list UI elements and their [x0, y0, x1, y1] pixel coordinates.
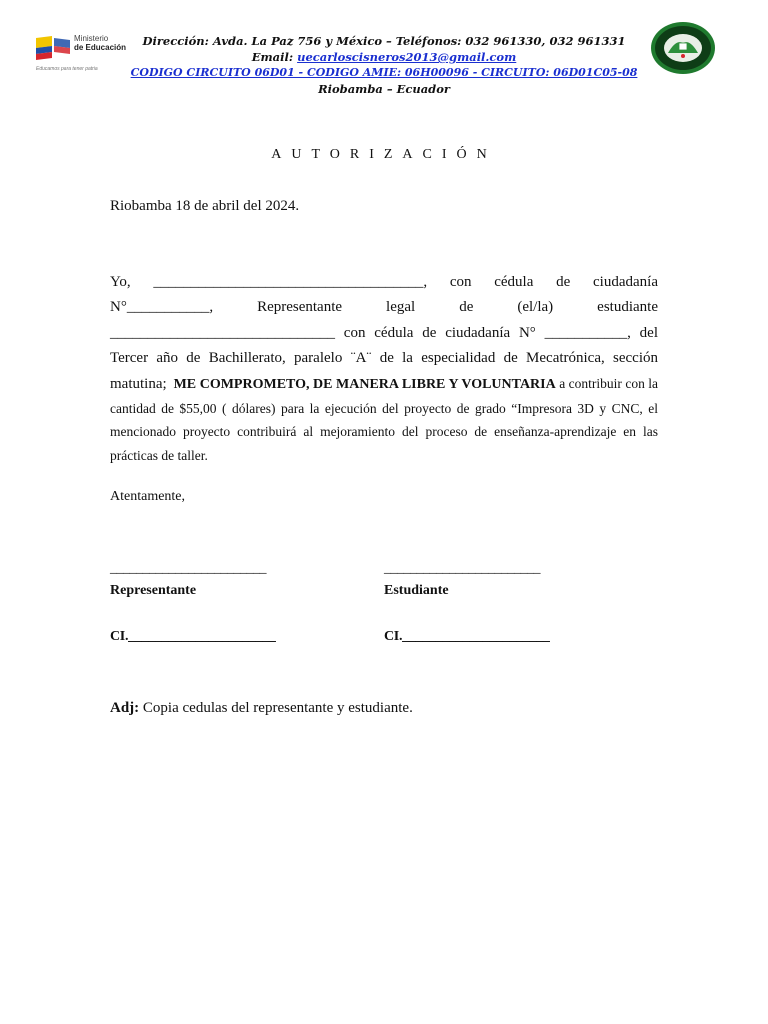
commitment-paragraph [110, 372, 658, 467]
representative-label: Representante [110, 583, 197, 598]
student-signature-line: ________________________ [384, 561, 540, 576]
para-line-4: Tercer año de Bachillerato, paralelo ¨A¨ de la especialidad de Mecatrónica, sección [110, 349, 658, 366]
document-date: Riobamba 18 de abril del 2024. [110, 198, 300, 214]
para-line-1: Yo, ____________________________________, con cédula de ciudadanía [110, 274, 658, 290]
representative-ci-field: CI.______________________ [110, 629, 276, 644]
school-codes: CODIGO CIRCUITO 06D01 - CODIGO AMIE: 06H00096 - CIRCUITO: 06D01C05-08 [130, 66, 638, 79]
letterhead [130, 33, 638, 97]
para-line-2: N°___________, Representante legal de (el/la) estudiante [110, 299, 658, 316]
attachment-note [110, 700, 413, 717]
ministry-name-line1: Ministerio [74, 34, 109, 43]
school-emblem-icon [650, 21, 716, 75]
ministry-logo [34, 30, 130, 78]
student-ci-field: CI.______________________ [384, 629, 550, 644]
commitment-bold: ME COMPROMETO [173, 377, 307, 392]
email-link[interactable]: uecarloscisneros2013@gmail.com [297, 50, 517, 64]
address-line: Dirección: Avda. La Paz 756 y México – Teléfonos: 032 961330, 032 961331 [142, 34, 626, 48]
authorization-paragraph [110, 270, 658, 371]
ministry-slogan: Educamos para tener patria [36, 66, 98, 72]
closing-text: Atentamente, [110, 489, 186, 504]
document-title: AUTORIZACIÓN [271, 147, 497, 162]
city-line: Riobamba – Ecuador [318, 82, 450, 96]
contribution-text: a contribuir con la cantidad de $55,00 ( dólares) para la ejecución del proyecto de grado “Impresora 3D y CNC, el mencionado proyecto contribuirá al mejoramiento del proceso de enseñanza-aprendizaje en las prácticas de taller. [110, 376, 659, 463]
email-line [130, 49, 638, 65]
ministry-name-line2: de Educación [74, 43, 127, 52]
commitment-comma: , [306, 377, 310, 392]
para-line-3: ______________________________ con cédula de ciudadanía N° ___________, del [110, 324, 658, 341]
para-matutina: matutina; [110, 376, 167, 392]
student-label: Estudiante [384, 583, 449, 598]
representative-signature-line: ________________________ [110, 561, 266, 576]
free-voluntary-bold: DE MANERA LIBRE Y VOLUNTARIA [312, 377, 556, 392]
attachment-text: Copia cedulas del representante y estudiante. [142, 700, 413, 716]
ecuador-flag-icon [36, 36, 70, 60]
attachment-label: Adj: [110, 700, 140, 716]
email-label: Email: [251, 50, 294, 64]
